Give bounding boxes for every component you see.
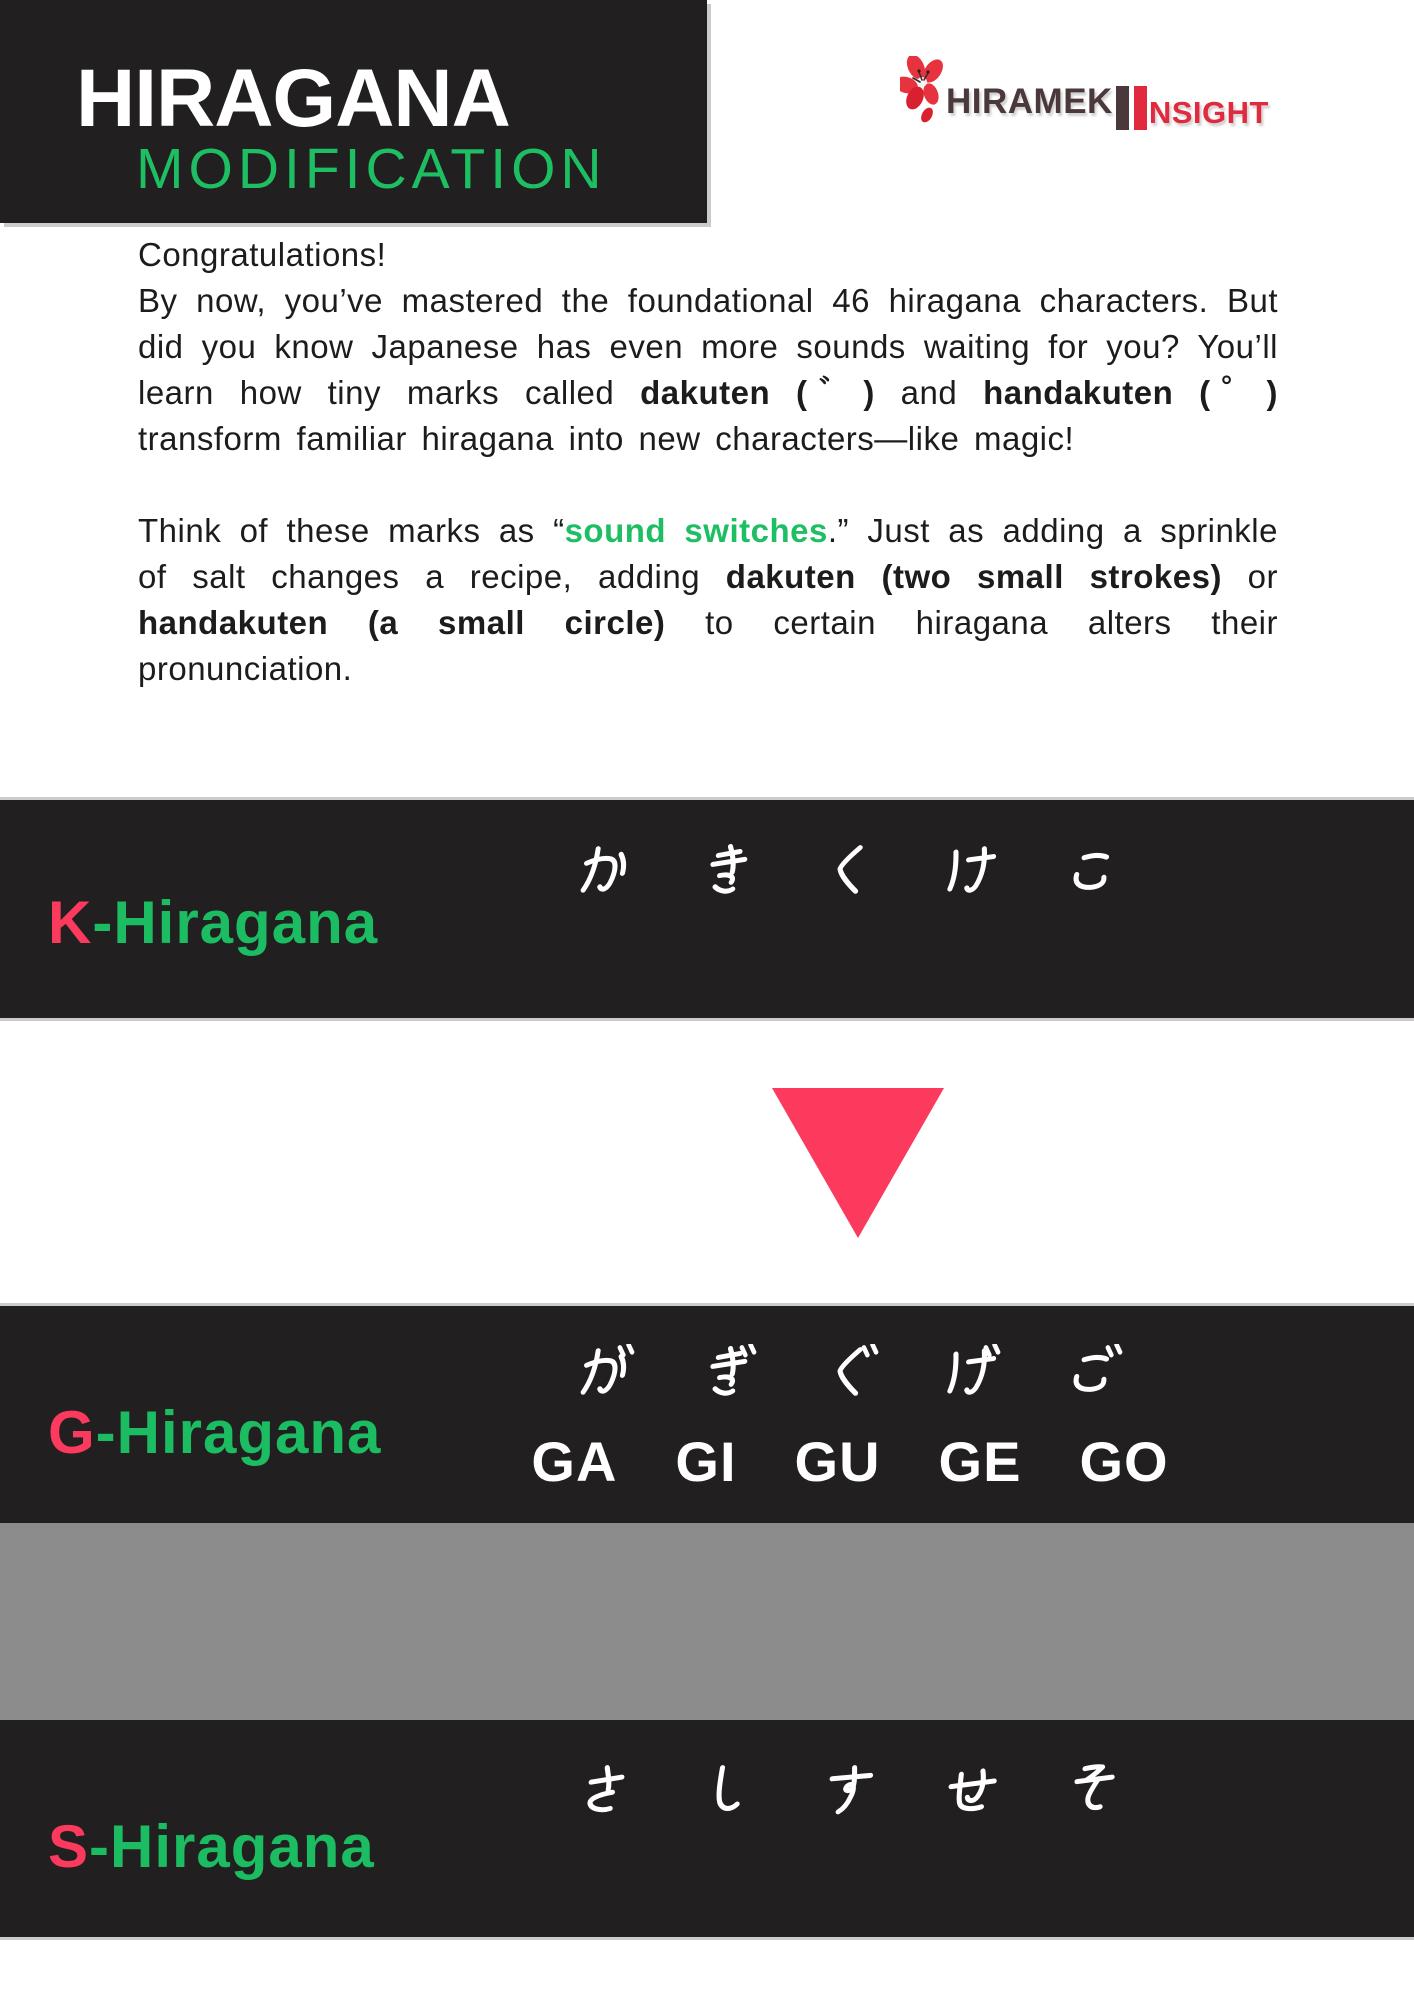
kana-glyph	[575, 842, 637, 898]
kana-glyph	[697, 1762, 759, 1818]
intro-text-block	[138, 232, 1278, 692]
header-block	[0, 0, 707, 223]
band-label-g	[48, 1399, 382, 1466]
band-label-initial: K	[48, 889, 93, 956]
sakura-flower-icon	[900, 56, 950, 124]
intro-greeting: Congratulations!	[138, 236, 387, 273]
brand-logo	[900, 56, 1269, 130]
kana-glyph	[941, 1762, 1003, 1818]
text-run: .” Just as adding a sprinkle of salt changes a recipe, adding	[138, 512, 1278, 595]
kana-glyph	[819, 1344, 881, 1400]
band-label-rest: -Hiragana	[89, 1813, 375, 1880]
page-title: HIRAGANA	[76, 53, 510, 144]
text-run: sound switches	[564, 512, 828, 549]
text-run: Think of these marks as “	[138, 512, 565, 549]
text-run: or	[1221, 558, 1279, 595]
gray-divider-band	[0, 1523, 1414, 1720]
romaji-row	[430, 1430, 1270, 1493]
band-label-initial: G	[48, 1399, 96, 1466]
text-run: dakuten (゛)	[640, 374, 875, 411]
kana-glyph	[1063, 1762, 1125, 1818]
down-triangle-icon	[772, 1088, 944, 1238]
text-run: to certain hiragana alters their pronunciation.	[138, 604, 1278, 687]
kana-glyph	[941, 842, 1003, 898]
brand-text-nsight: NSIGHT	[1148, 95, 1269, 130]
band-label-rest: -Hiragana	[95, 1399, 382, 1466]
romaji-syllable: GA	[531, 1430, 618, 1493]
logo-bar-dark	[1116, 86, 1129, 130]
text-run: By now, you’ve mastered the foundational 46 hiragana characters. But did you know Japanese has even more sounds waiting for you? You’ll learn how tiny marks called	[138, 282, 1278, 411]
kana-glyph	[819, 1762, 881, 1818]
falling-petal	[919, 106, 936, 124]
logo-bar-red	[1134, 86, 1147, 130]
text-run: handakuten (a small circle)	[138, 604, 666, 641]
romaji-syllable: GE	[938, 1430, 1022, 1493]
kana-glyph	[1063, 1344, 1125, 1400]
kana-glyph	[941, 1344, 1003, 1400]
kana-glyph	[697, 1344, 759, 1400]
text-run: handakuten (゜)	[983, 374, 1279, 411]
band-s-hiragana	[0, 1720, 1414, 1940]
band-label-rest: -Hiragana	[92, 889, 379, 956]
kana-glyph	[1063, 842, 1125, 898]
band-k-hiragana	[0, 797, 1414, 1021]
kana-row	[430, 842, 1270, 898]
kana-glyph	[819, 842, 881, 898]
kana-glyph	[575, 1344, 637, 1400]
kana-row	[430, 1762, 1270, 1818]
romaji-syllable: GO	[1079, 1430, 1169, 1493]
band-label-s	[48, 1813, 375, 1880]
intro-paragraph-2	[138, 508, 1278, 692]
text-run: transform familiar hiragana into new characters—like magic!	[138, 420, 1075, 457]
page-subtitle: MODIFICATION	[136, 137, 607, 201]
text-run: and	[874, 374, 984, 411]
intro-paragraph-1	[138, 278, 1278, 462]
text-run: dakuten (two small strokes)	[725, 558, 1222, 595]
romaji-syllable: GU	[794, 1430, 881, 1493]
kana-row	[430, 1344, 1270, 1400]
band-label-initial: S	[48, 1813, 90, 1880]
band-g-hiragana	[0, 1303, 1414, 1523]
romaji-syllable: GI	[675, 1430, 737, 1493]
band-label-k	[48, 889, 379, 956]
kana-glyph	[697, 842, 759, 898]
brand-text-hiramek: HIRAMEK	[946, 82, 1113, 121]
kana-glyph	[575, 1762, 637, 1818]
